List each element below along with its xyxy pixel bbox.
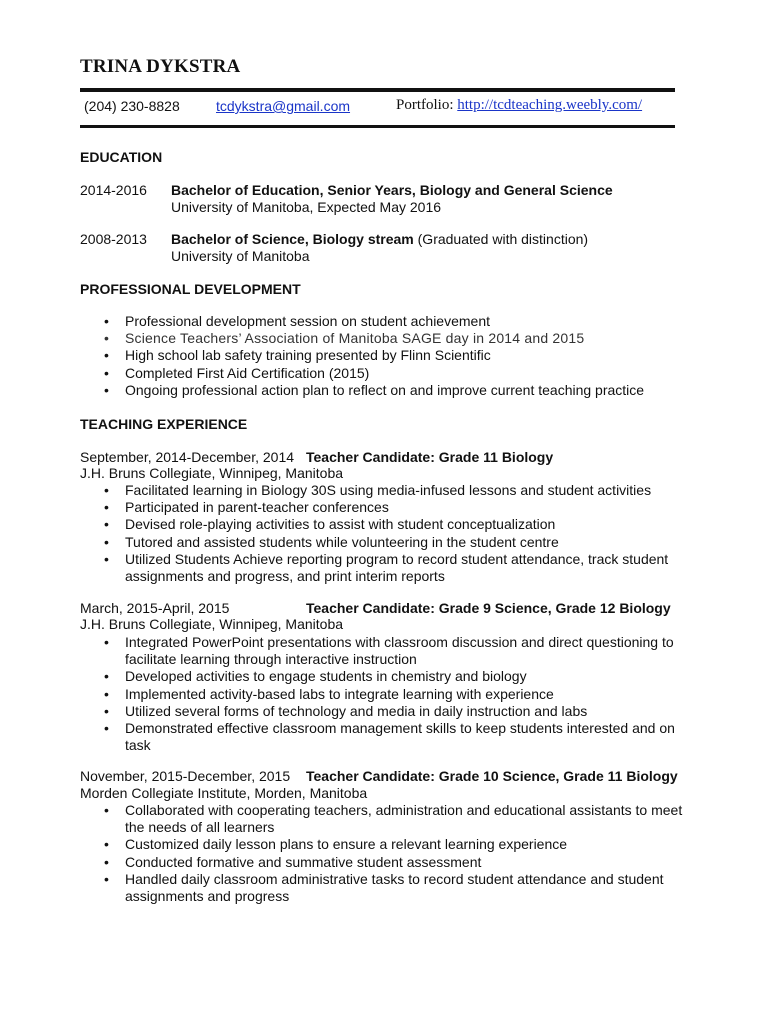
job-bullets bbox=[104, 802, 684, 905]
list-item: • Collaborated with cooperating teachers, administration and educational assistants to meet the needs of all learners bbox=[104, 802, 684, 836]
list-item: • High school lab safety training presented by Flinn Scientific bbox=[104, 347, 684, 364]
list-item: • Facilitated learning in Biology 30S using media-infused lessons and student activities bbox=[104, 482, 684, 499]
list-item: • Ongoing professional action plan to reflect on and improve current teaching practice bbox=[104, 382, 684, 399]
header-rule-bottom bbox=[80, 125, 675, 128]
professional-development-heading: PROFESSIONAL DEVELOPMENT bbox=[80, 281, 301, 297]
list-item: • Devised role-playing activities to assist with student conceptualization bbox=[104, 516, 684, 533]
list-item: • Customized daily lesson plans to ensure a relevant learning experience bbox=[104, 836, 684, 853]
education-school: University of Manitoba, Expected May 2016 bbox=[171, 199, 442, 215]
job-school: J.H. Bruns Collegiate, Winnipeg, Manitoba bbox=[80, 465, 344, 481]
job-school: Morden Collegiate Institute, Morden, Manitoba bbox=[80, 785, 368, 801]
education-heading: EDUCATION bbox=[80, 149, 163, 165]
job-role: Teacher Candidate: Grade 9 Science, Grade 12 Biology bbox=[306, 600, 671, 616]
list-item: • Participated in parent-teacher conferences bbox=[104, 499, 684, 516]
education-school: University of Manitoba bbox=[171, 248, 310, 264]
education-degree: Bachelor of Education, Senior Years, Biology and General Science bbox=[171, 182, 613, 198]
list-item: • Science Teachers’ Association of Manitoba SAGE day in 2014 and 2015 bbox=[104, 330, 684, 347]
list-item: • Completed First Aid Certification (2015) bbox=[104, 365, 684, 382]
list-item: • Demonstrated effective classroom management skills to keep students interested and on task bbox=[104, 720, 684, 754]
education-years: 2008-2013 bbox=[80, 231, 147, 247]
list-item: • Professional development session on student achievement bbox=[104, 313, 684, 330]
education-degree-line bbox=[171, 231, 588, 247]
job-bullets bbox=[104, 482, 684, 585]
phone-number: (204) 230-8828 bbox=[84, 98, 180, 114]
job-bullets bbox=[104, 634, 684, 754]
list-item: • Integrated PowerPoint presentations with classroom discussion and direct questioning to facilitate learning through interactive instruction bbox=[104, 634, 684, 668]
header-rule-top bbox=[80, 88, 675, 92]
portfolio-label: Portfolio: bbox=[396, 97, 458, 113]
teaching-experience-heading: TEACHING EXPERIENCE bbox=[80, 416, 248, 432]
job-school: J.H. Bruns Collegiate, Winnipeg, Manitoba bbox=[80, 616, 344, 632]
job-role: Teacher Candidate: Grade 10 Science, Grade 11 Biology bbox=[306, 768, 678, 784]
job-dates: November, 2015-December, 2015 bbox=[80, 768, 291, 784]
portfolio-link[interactable]: http://tcdteaching.weebly.com/ bbox=[457, 97, 643, 113]
job-role: Teacher Candidate: Grade 11 Biology bbox=[306, 449, 554, 465]
list-item: • Developed activities to engage students in chemistry and biology bbox=[104, 668, 684, 685]
portfolio bbox=[396, 97, 642, 114]
professional-development-list bbox=[104, 313, 684, 399]
job-dates: September, 2014-December, 2014 bbox=[80, 449, 295, 465]
list-item: • Utilized several forms of technology and media in daily instruction and labs bbox=[104, 703, 684, 720]
list-item: • Implemented activity-based labs to integrate learning with experience bbox=[104, 686, 684, 703]
education-note: (Graduated with distinction) bbox=[413, 231, 589, 247]
email-link[interactable]: tcdykstra@gmail.com bbox=[216, 98, 351, 114]
list-item: • Tutored and assisted students while volunteering in the student centre bbox=[104, 534, 684, 551]
list-item: • Conducted formative and summative student assessment bbox=[104, 854, 684, 871]
education-years: 2014-2016 bbox=[80, 182, 147, 198]
resume-name: TRINA DYKSTRA bbox=[80, 56, 241, 77]
education-degree: Bachelor of Science, Biology stream bbox=[171, 231, 414, 247]
job-dates: March, 2015-April, 2015 bbox=[80, 600, 230, 616]
list-item: • Utilized Students Achieve reporting program to record student attendance, track student assignments and progress, and print interim reports bbox=[104, 551, 684, 585]
list-item: • Handled daily classroom administrative tasks to record student attendance and student assignments and progress bbox=[104, 871, 684, 905]
